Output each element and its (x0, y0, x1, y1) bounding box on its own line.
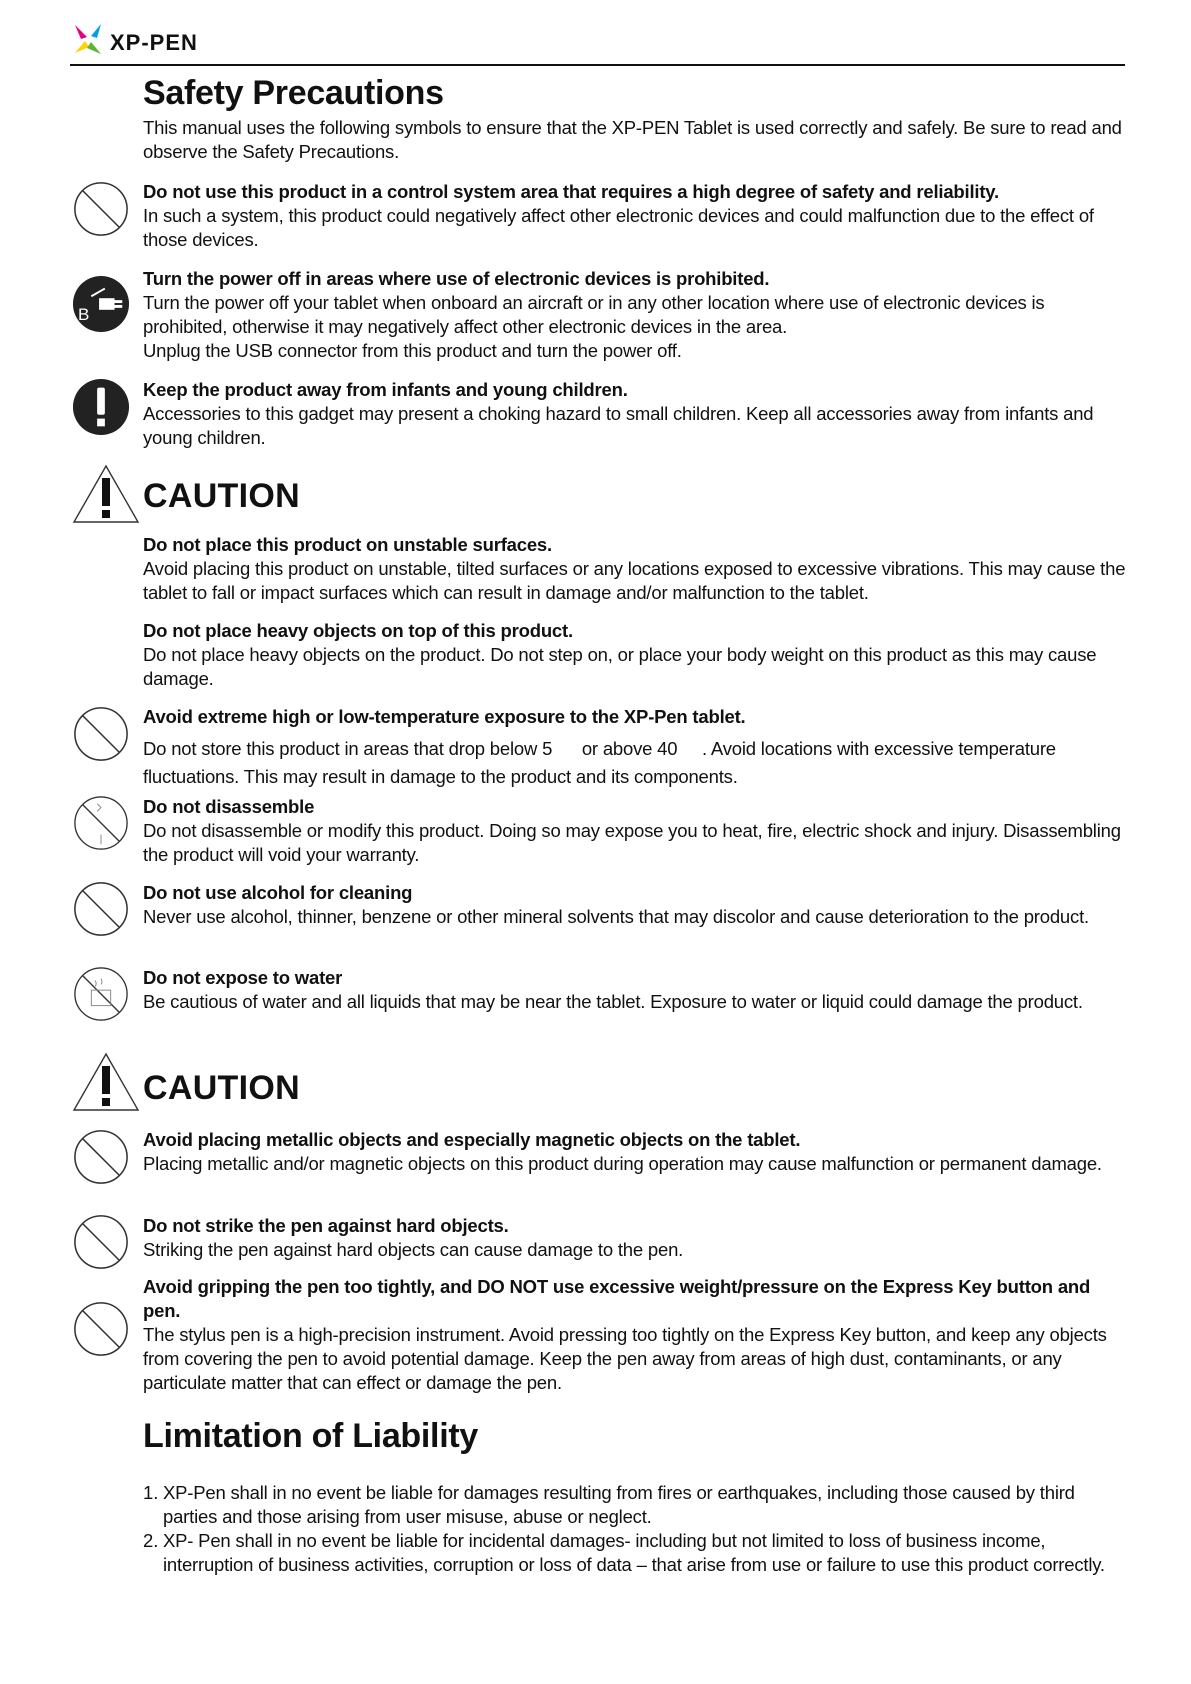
no-disassemble-icon (72, 794, 130, 852)
brand-name: XP-PEN (110, 30, 198, 55)
xp-pen-logo-icon (71, 21, 107, 57)
safety-item-body: Accessories to this gadget may present a choking hazard to small children. Keep all accessories away from infants and young children. (143, 403, 1094, 448)
prohibited-icon (72, 1128, 130, 1186)
caution-item-body: Do not place heavy objects on the product. Do not step on, or place your body weight on this product as this may cause damage. (143, 644, 1097, 689)
liability-item-number: 2. (143, 1530, 159, 1551)
safety-item-body: Turn the power off your tablet when onboard an aircraft or in any other location where use of electronic devices is prohibited, otherwise it may negatively affect other electronic devices in the area. (143, 292, 1045, 337)
liability-item-number: 1. (143, 1482, 159, 1503)
caution-item-body: The stylus pen is a high-precision instrument. Avoid pressing too tightly on the Express Key button, and keep any objects from covering the pen to avoid potential damage. Keep the pen away from areas of high dust, contaminants, or any particulate matter that can effect or damage the pen. (143, 1324, 1107, 1393)
safety-item-body: Unplug the USB connector from this product and turn the power off. (143, 340, 682, 361)
caution-item-body: Do not disassemble or modify this product. Doing so may expose you to heat, fire, electric shock and injury. Disassembling the product will void your warranty. (143, 820, 1121, 865)
warning-exclamation-icon (72, 378, 130, 436)
prohibited-icon (72, 880, 130, 938)
caution-item-body: Striking the pen against hard objects can cause damage to the pen. (143, 1239, 684, 1260)
caution-item-heading: Avoid placing metallic objects and especially magnetic objects on the tablet. (143, 1129, 801, 1150)
caution-item-heading: Do not disassemble (143, 796, 315, 817)
caution-item-heading: Do not use alcohol for cleaning (143, 882, 413, 903)
prohibited-icon (72, 1300, 130, 1358)
safety-item-body: In such a system, this product could negatively affect other electronic devices and could malfunction due to the effect of those devices. (143, 205, 1094, 250)
safety-item-heading: Keep the product away from infants and young children. (143, 379, 628, 400)
caution-heading: CAUTION (143, 1069, 300, 1107)
caution-item-heading: Do not place this product on unstable surfaces. (143, 534, 552, 555)
no-water-icon (72, 965, 130, 1023)
caution-item-body: Be cautious of water and all liquids that may be near the tablet. Exposure to water or liquid could damage the product. (143, 991, 1083, 1012)
prohibited-icon (72, 1213, 130, 1271)
caution-item-heading: Do not expose to water (143, 967, 343, 988)
caution-item-heading: Do not place heavy objects on top of this product. (143, 620, 573, 641)
page-title: Safety Precautions (143, 74, 444, 112)
caution-item-body: Placing metallic and/or magnetic objects on this product during operation may cause malfunction or permanent damage. (143, 1153, 1102, 1174)
safety-item-heading: Turn the power off in areas where use of electronic devices is prohibited. (143, 268, 770, 289)
prohibited-icon (72, 705, 130, 763)
liability-item: XP-Pen shall in no event be liable for damages resulting from fires or earthquakes, including those caused by third parties and those arising from user misuse, abuse or neglect. (163, 1482, 1075, 1527)
liability-title: Limitation of Liability (143, 1417, 478, 1455)
caution-triangle-icon (72, 464, 140, 524)
safety-item-heading: Do not use this product in a control system area that requires a high degree of safety and reliability. (143, 181, 999, 202)
prohibited-icon (72, 180, 130, 238)
caution-item-heading: Avoid extreme high or low-temperature exposure to the XP-Pen tablet. (143, 706, 746, 727)
caution-heading: CAUTION (143, 477, 300, 515)
caution-item-heading: Avoid gripping the pen too tightly, and DO NOT use excessive weight/pressure on the Express Key button and pen. (143, 1276, 1091, 1321)
caution-item-body: Do not store this product in areas that drop below 5 or above 40 . Avoid locations with excessive temperature fluctuations. This may result in damage to the product and its components. (143, 738, 1056, 787)
caution-triangle-icon (72, 1052, 140, 1112)
caution-item-heading: Do not strike the pen against hard objects. (143, 1215, 509, 1236)
caution-item-body: Avoid placing this product on unstable, tilted surfaces or any locations exposed to excessive vibrations. This may cause the tablet to fall or impact surfaces which can result in damage and/or malfunction to the tablet. (143, 558, 1126, 603)
caution-item-body: Never use alcohol, thinner, benzene or other mineral solvents that may discolor and cause deterioration to the product. (143, 906, 1089, 927)
safety-intro: This manual uses the following symbols to ensure that the XP-PEN Tablet is used correctly and safely. Be sure to read and observe the Safety Precautions. (143, 117, 1122, 162)
unplug-icon-label: B (78, 305, 90, 324)
page-header (70, 18, 1125, 66)
liability-item: XP- Pen shall in no event be liable for incidental damages- including but not limited to loss of business income, interruption of business activities, corruption or loss of data – that arise from use or failure to use this product correctly. (163, 1530, 1105, 1575)
